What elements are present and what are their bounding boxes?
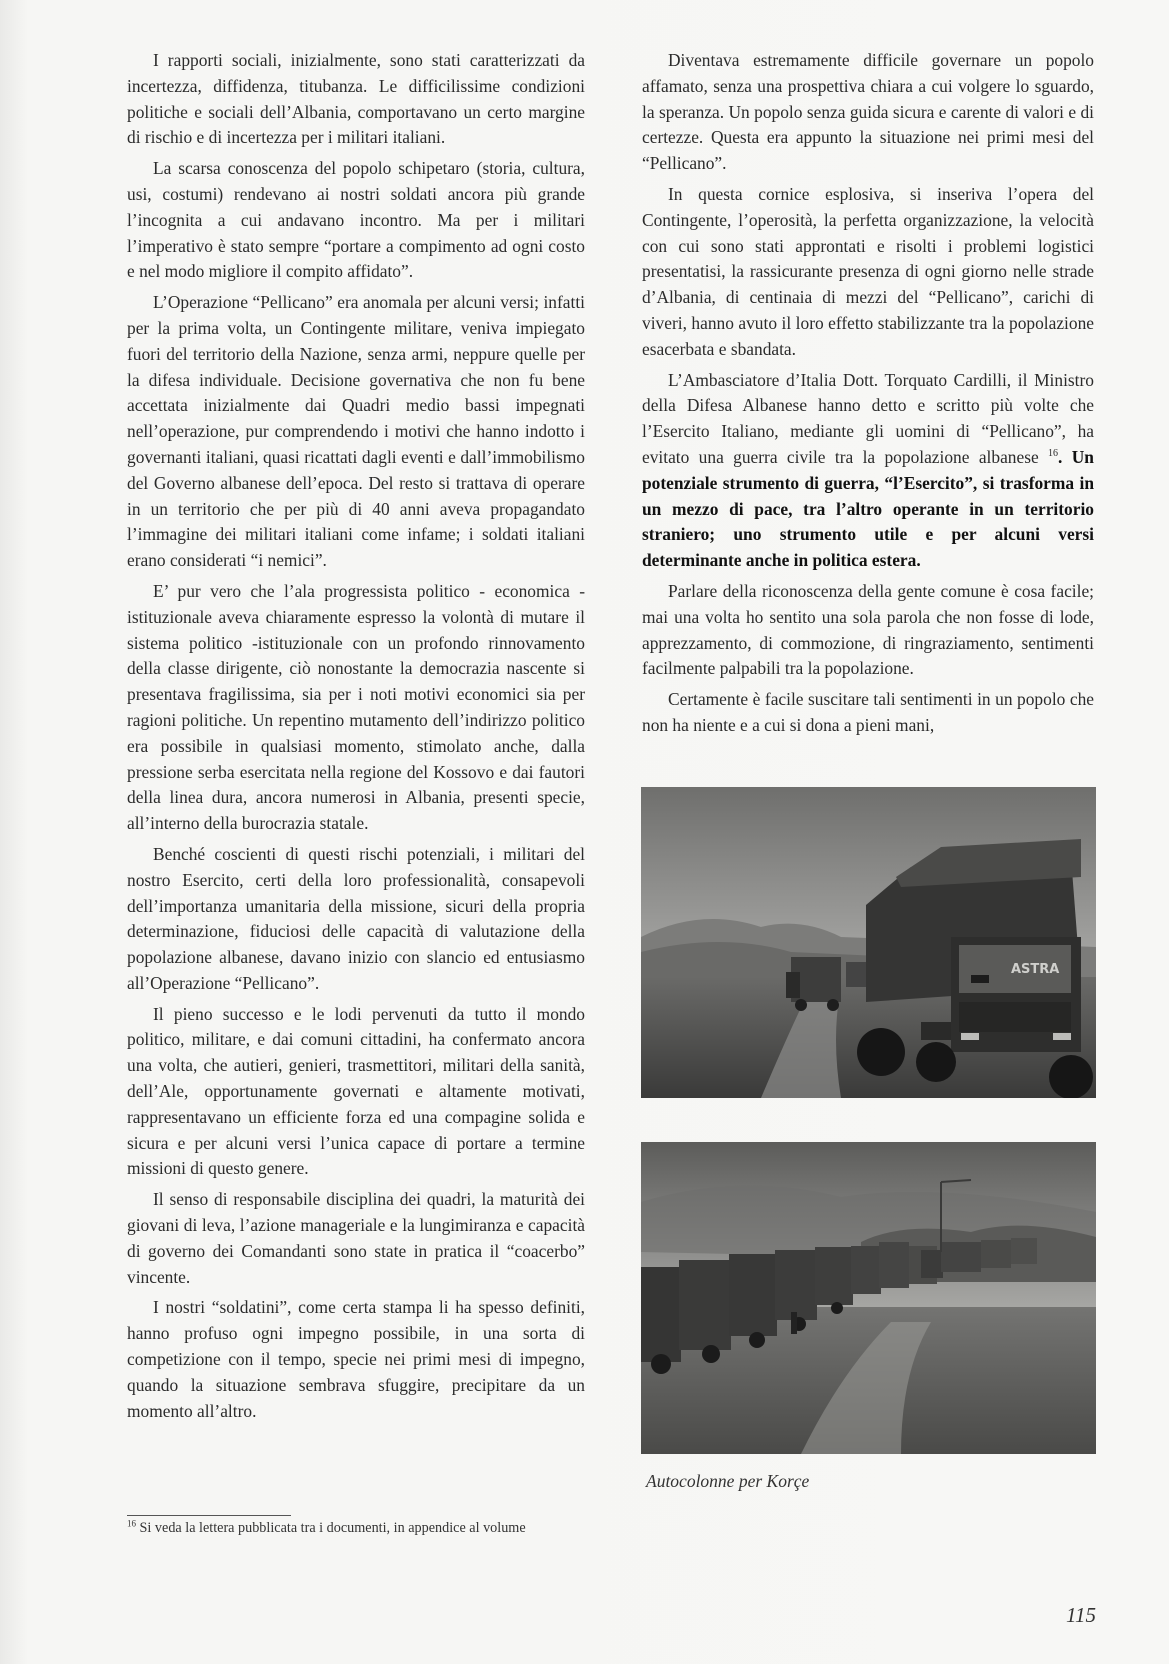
paragraph: Il senso di responsabile disciplina dei quadri, la maturità dei giovani di leva, l’azione manageriale e la lungimiranza e capacità di governo dei Comandanti sono state in pratica il “coacerbo” vincente.: [127, 1189, 585, 1287]
page-number: 115: [1066, 1603, 1096, 1627]
truck-convoy-illustration: [641, 787, 1096, 1098]
photo-convoy-column: [641, 1142, 1096, 1454]
footnote-text: Si veda la lettera pubblicata tra i documenti, in appendice al volume: [139, 1520, 526, 1536]
right-text-column: [642, 48, 1094, 744]
paragraph: I nostri “soldatini”, come certa stampa li ha spesso definiti, hanno profuso ogni impegno possibile, in una sorta di competizione con il tempo, specie nei primi mesi di impegno, quando la situazione sembrava sfuggire, precipitare da un momento all’altro.: [127, 1297, 585, 1421]
bold-statement: . Un potenziale strumento di guerra, “l’Esercito”, si trasforma in un mezzo di pace, tra l’altro operante in un territorio straniero; uno strumento utile e per alcuni versi determinante anche in politica estera.: [642, 446, 1094, 571]
paragraph: I rapporti sociali, inizialmente, sono stati caratterizzati da incertezza, diffidenza, titubanza. Le difficilissime condizioni politiche e sociali dell’Albania, comportavano un certo margine di rischio e di incertezza per i militari italiani.: [127, 50, 585, 148]
truck-brand-label: ASTRA: [1011, 962, 1060, 977]
paragraph: Il pieno successo e le lodi pervenuti da tutto il mondo politico, militare, e dai comuni cittadini, ha confermato ancora una volta, che autieri, genieri, trasmettitori, militari della sanità, dell’Ale, opportunamente governati e altamente motivati, rappresentavano un efficiente forza ed una compagine solida e sicura e per alcuni versi l’unica capace di portare a termine missioni di questo genere.: [127, 1003, 585, 1179]
paragraph-text: L’Ambasciatore d’Italia Dott. Torquato Cardilli, il Ministro della Difesa Albanese hanno detto e scritto più volte che l’Esercito Italiano, mediante gli uomini di “Pellicano”, ha evitato una guerra civile tra la popolazione albanese: [642, 369, 1094, 467]
paragraph: In questa cornice esplosiva, si inseriva l’opera del Contingente, l’operosità, la perfetta organizzazione, la velocità con cui sono stati approntati e risolti i problemi logistici presentatisi, la rassicurante presenza di ogni giorno nelle strade d’Albania, di centinaia di mezzi del “Pellicano”, carichi di viveri, hanno avuto il loro effetto stabilizzante tra la popolazione esacerbata e sbandata.: [642, 183, 1094, 359]
photo-caption: Autocolonne per Korçe: [646, 1471, 810, 1491]
paragraph: Certamente è facile suscitare tali sentimenti in un popolo che non ha niente e a cui si dona a pieni mani,: [642, 689, 1094, 735]
paragraph: La scarsa conoscenza del popolo schipetaro (storia, cultura, usi, costumi) rendevano ai nostri soldati ancora più grande l’incognita a cui andavano incontro. Ma per i militari l’imperativo è stato sempre “portare a compimento ad ogni costo e nel modo migliore il compito affidato”.: [127, 158, 585, 282]
footnote-reference[interactable]: 16: [1048, 448, 1059, 460]
paragraph: L’Operazione “Pellicano” era anomala per alcuni versi; infatti per la prima volta, un Contingente militare, veniva impiegato fuori del territorio della Nazione, senza armi, neppure quelle per la difesa individuale. Decisione governativa che non fu bene accettata inizialmente dai Quadri medio bassi impegnati nell’operazione, pur comprendendo i motivi che hanno indotto i governanti italiani, quasi ricattati dagli eventi e dall’immobilismo del Governo albanese dell’epoca. Del resto si trattava di operare in un territorio che per più di 40 anni aveva propagandato l’immagine dei militari italiani come infame; i soldati italiani erano considerati “i nemici”.: [127, 292, 585, 571]
paragraph: [642, 368, 1094, 574]
convoy-column-illustration: [641, 1142, 1096, 1454]
paragraph: Parlare della riconoscenza della gente comune è cosa facile; mai una volta ho sentito una sola parola che non fosse di lode, apprezzamento, di commozione, di ringraziamento, sentimenti facilmente palpabili tra la popolazione.: [642, 580, 1094, 679]
footnote-number: 16: [127, 1518, 136, 1529]
left-text-column: [127, 48, 585, 1429]
photo-truck-convoy: [641, 787, 1096, 1098]
paragraph: E’ pur vero che l’ala progressista politico - economica - istituzionale aveva chiaramente espresso la volontà di mutare il sistema politico -istituzionale con un profondo rinnovamento della classe dirigente, ciò nonostante la democrazia nascente si presentava fragilissima, sia per i noti motivi economici sia per ragioni politiche. Un repentino mutamento dell’indirizzo politico era possibile in qualsiasi momento, stimolato anche, dalla pressione serba esercitata nella regione del Kossovo e dai fautori della linea dura, ancora numerosi in Albania, presenti specie, all’interno della burocrazia statale.: [127, 580, 585, 834]
paragraph: Diventava estremamente difficile governare un popolo affamato, senza una prospettiva chiara a cui volgere lo sguardo, la speranza. Un popolo senza guida sicura e carente di valori e di certezze. Questa era appunto la situazione nei primi mesi del “Pellicano”.: [642, 50, 1094, 174]
paragraph: Benché coscienti di questi rischi potenziali, i militari del nostro Esercito, certi della loro professionalità, consapevoli dell’importanza umanitaria della missione, sicuri della propria determinazione, fiduciosi delle capacità di valutazione della popolazione albanese, davano inizio con slancio ed entusiasmo all’Operazione “Pellicano”.: [127, 843, 585, 993]
footnote-divider: [127, 1515, 291, 1516]
footnote: [127, 1520, 526, 1537]
